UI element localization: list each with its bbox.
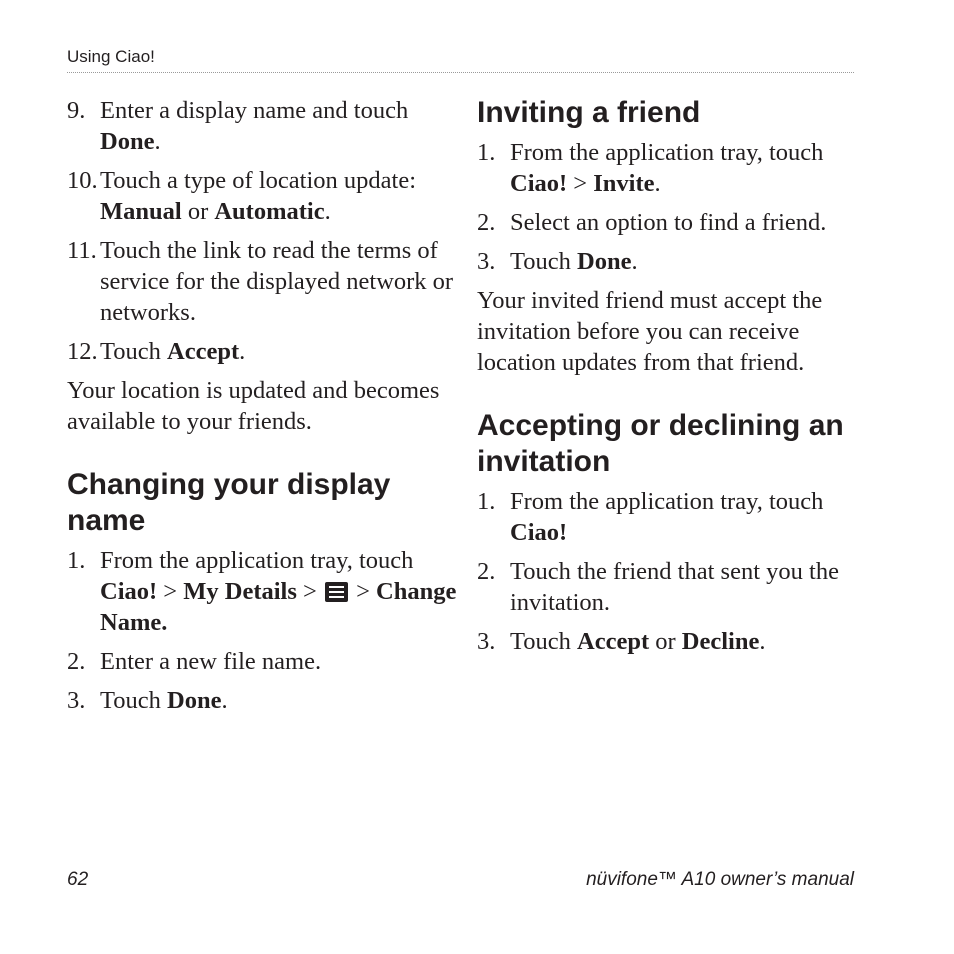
accept-step-2: 2. Touch the friend that sent you the invitation.	[477, 558, 839, 616]
invite-step-3: 3. Touch Done.	[477, 248, 638, 275]
section-heading-inviting: Inviting a friend	[477, 96, 701, 129]
running-header: Using Ciao!	[67, 47, 155, 66]
display-step-2: 2. Enter a new file name.	[67, 648, 322, 675]
step-11: 11. Touch the link to read the terms of service for the displayed network or networks.	[67, 237, 454, 326]
manual-title: nüvifone™ A10 owner’s manual	[586, 869, 854, 890]
display-step-1: 1. From the application tray, touch Ciao! > My Details > > Change Name.	[67, 547, 457, 636]
step-12: 12. Touch Accept.	[67, 338, 246, 365]
invite-step-2: 2. Select an option to find a friend.	[477, 209, 827, 236]
step-10: 10. Touch a type of location update: Manual or Automatic.	[67, 167, 416, 225]
section-heading-accepting: Accepting or declining an invitation	[477, 409, 844, 478]
menu-icon	[325, 582, 348, 602]
invite-step-1: 1. From the application tray, touch Ciao! > Invite.	[477, 139, 824, 197]
location-updated-paragraph: Your location is updated and becomes available to your friends.	[67, 377, 440, 435]
right-column	[477, 95, 867, 665]
page-number: 62	[67, 869, 89, 890]
section-heading-display-name: Changing your display name	[67, 468, 391, 537]
invite-paragraph: Your invited friend must accept the invitation before you can receive location updates from that friend.	[477, 287, 823, 376]
step-9: 9. Enter a display name and touch Done.	[67, 97, 409, 155]
header-divider	[67, 72, 854, 73]
accept-step-3: 3. Touch Accept or Decline.	[477, 628, 766, 655]
display-step-3: 3. Touch Done.	[67, 687, 228, 714]
accept-step-1: 1. From the application tray, touch Ciao!	[477, 488, 824, 546]
left-column	[67, 95, 457, 724]
